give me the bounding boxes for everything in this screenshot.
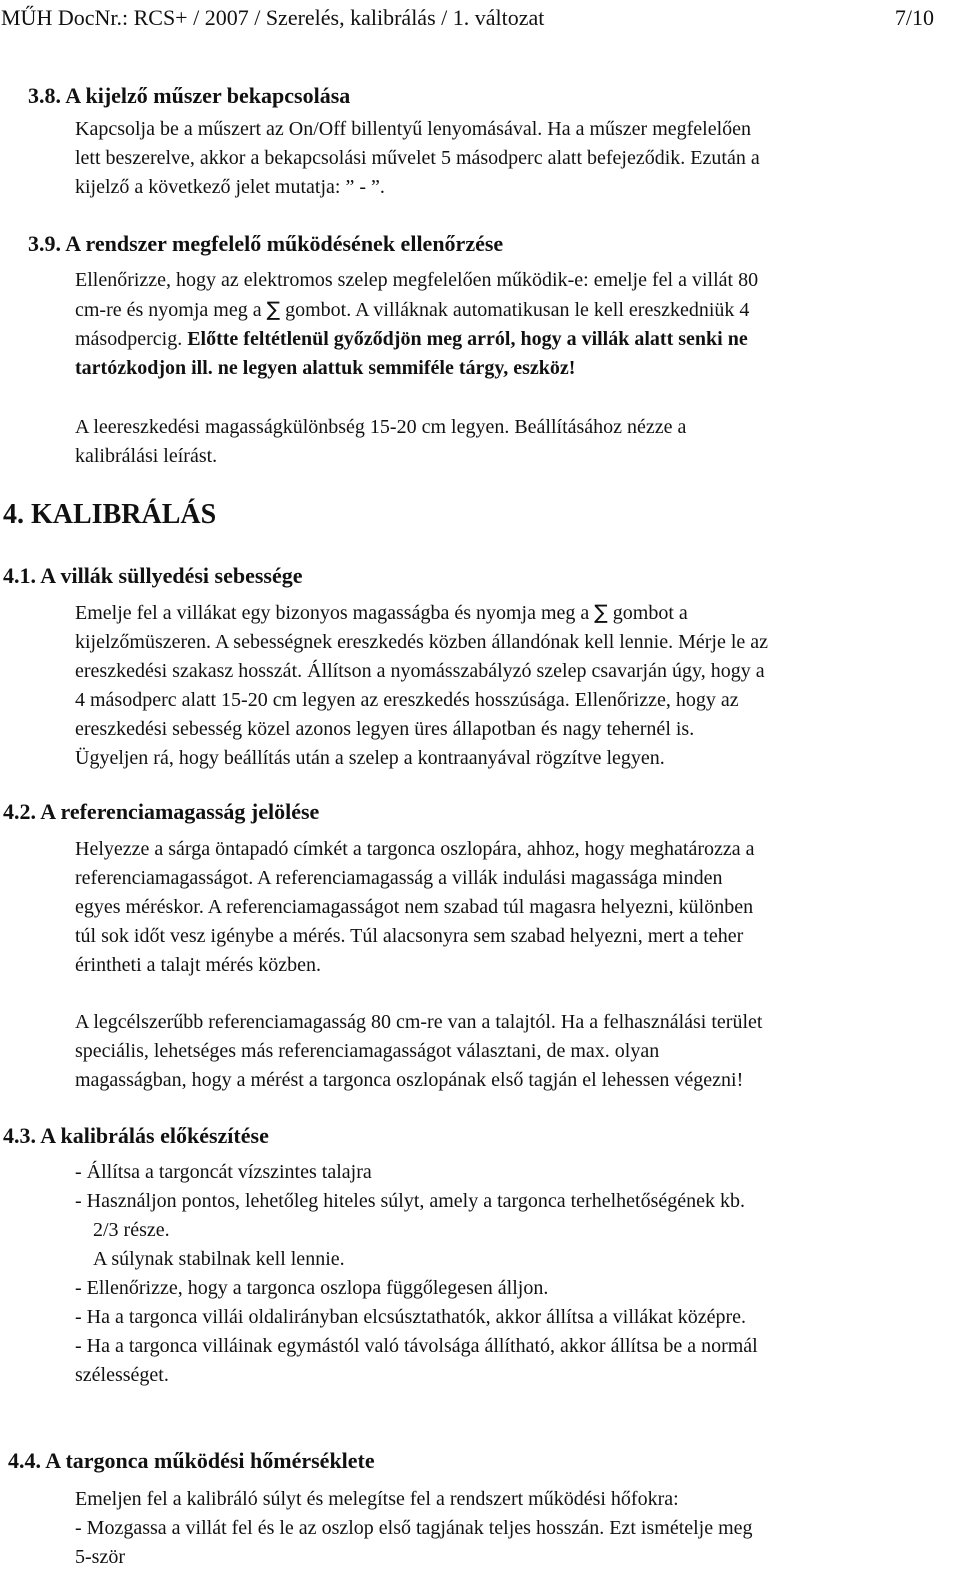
text-line: kijelzőmüszeren. A sebességnek ereszkedés közben állandónak kell lennie. Mérje le az	[75, 631, 769, 653]
page-header-docnr: MŰH DocNr.: RCS+ / 2007 / Szerelés, kalibrálás / 1. változat	[1, 5, 545, 30]
warning-text: Előtte feltétlenül győződjön meg arról, hogy a villák alatt senki ne	[187, 328, 748, 350]
heading-title: A referenciamagasság jelölése	[40, 799, 320, 824]
text-line: egyes méréskor. A referenciamagasságot nem szabad túl magasra helyezni, különben	[75, 896, 754, 918]
text-line: magasságban, hogy a mérést a targonca oszlopának első tagján el lehessen végezni!	[75, 1069, 744, 1091]
heading-number: 4.2.	[3, 799, 36, 824]
heading-3-9	[28, 230, 503, 258]
paragraph-3-9	[75, 266, 758, 383]
paragraph-4-2-a	[75, 835, 755, 980]
list-item: - Ellenőrizze, hogy a targonca oszlopa függőlegesen álljon.	[75, 1277, 549, 1299]
list-item: - Ha a targonca villáinak egymástól való távolsága állítható, akkor állítsa be a normál	[75, 1335, 758, 1357]
heading-number: 4.4.	[8, 1448, 41, 1473]
heading-4-1	[3, 562, 302, 590]
text-line	[75, 598, 768, 628]
text-line: Emeljen fel a kalibráló súlyt és melegítse fel a rendszert működési hőfokra:	[75, 1488, 679, 1510]
text-line	[75, 325, 758, 354]
text-line: referenciamagasságot. A referenciamagasság a villák indulási magassága minden	[75, 867, 723, 889]
text-line: ereszkedési szakasz hosszát. Állítson a nyomásszabályzó szelep csavarján úgy, hogy a	[75, 660, 765, 682]
heading-title: A kijelző műszer bekapcsolása	[65, 83, 351, 108]
heading-title: A villák süllyedési sebessége	[40, 563, 303, 588]
heading-number: 4.1.	[3, 563, 36, 588]
sigma-symbol: ∑	[266, 297, 281, 321]
text-line: kijelző a következő jelet mutatja: ” - ”.	[75, 176, 385, 198]
page-number: 7/10	[894, 5, 934, 30]
text-line: 4 másodperc alatt 15-20 cm legyen az ereszkedés hosszúsága. Ellenőrizze, hogy az	[75, 689, 739, 711]
text-line: lett beszerelve, akkor a bekapcsolási művelet 5 másodperc alatt befejeződik. Ezután a	[75, 147, 760, 169]
warning-text: tartózkodjon ill. ne legyen alattuk semmiféle tárgy, eszköz!	[75, 357, 576, 379]
text-span: Emelje fel a villákat egy bizonyos magasságba és nyomja meg a	[75, 602, 595, 624]
text-line: A legcélszerűbb referenciamagasság 80 cm-re van a talajtól. Ha a felhasználási terület	[75, 1011, 763, 1033]
heading-number: 3.8.	[28, 83, 61, 108]
text-span: gombot. A villáknak automatikusan le kell ereszkedniük 4	[280, 299, 750, 321]
list-item-continuation: 2/3 része.	[93, 1219, 170, 1241]
list-item: - Ha a targonca villái oldalirányban elcsúsztathatók, akkor állítsa a villákat középre.	[75, 1306, 747, 1328]
heading-4: 4. KALIBRÁLÁS	[3, 499, 217, 530]
text-span: cm-re és nyomja meg a	[75, 299, 267, 321]
paragraph-4-4	[75, 1485, 753, 1572]
heading-3-8	[28, 82, 350, 110]
heading-4-3	[3, 1122, 269, 1150]
text-line: érintheti a talajt mérés közben.	[75, 954, 322, 976]
text-line: A leereszkedési magasságkülönbség 15-20 cm legyen. Beállításához nézze a	[75, 416, 687, 438]
text-line: kalibrálási leírást.	[75, 445, 218, 467]
text-line: speciális, lehetséges más referenciamagasságot választani, de max. olyan	[75, 1040, 660, 1062]
text-line: túl sok időt vesz igénybe a mérés. Túl alacsonyra sem szabad helyezni, mert a teher	[75, 925, 744, 947]
heading-number: 4.3.	[3, 1123, 36, 1148]
text-span: másodpercig.	[75, 328, 188, 350]
list-item: - Használjon pontos, lehetőleg hiteles súlyt, amely a targonca terhelhetőségének kb.	[75, 1190, 745, 1212]
heading-number: 3.9.	[28, 231, 61, 256]
text-line: Helyezze a sárga öntapadó címkét a targonca oszlopára, ahhoz, hogy meghatározza a	[75, 838, 755, 860]
heading-title: A targonca működési hőmérséklete	[45, 1448, 375, 1473]
text-span: gombot a	[607, 602, 688, 624]
paragraph-4-2-b	[75, 1008, 762, 1095]
list-item-continuation: szélességet.	[75, 1364, 169, 1386]
text-line: Ügyeljen rá, hogy beállítás után a szelep a kontraanyával rögzítve legyen.	[75, 747, 665, 769]
paragraph-3-8	[75, 115, 760, 202]
heading-4-4	[8, 1447, 375, 1475]
list-item-continuation: 5-ször	[75, 1546, 125, 1568]
paragraph-3-9-note	[75, 413, 686, 471]
text-line	[75, 295, 758, 325]
heading-title: A kalibrálás előkészítése	[40, 1123, 269, 1148]
text-line: Ellenőrizze, hogy az elektromos szelep megfelelően működik-e: emelje fel a villát 80	[75, 269, 759, 291]
list-item-continuation: A súlynak stabilnak kell lennie.	[93, 1248, 345, 1270]
list-4-3	[75, 1158, 758, 1390]
text-line: ereszkedési sebesség közel azonos legyen üres állapotban és nagy tehernél is.	[75, 718, 695, 740]
heading-4-2	[3, 798, 319, 826]
heading-title: A rendszer megfelelő működésének ellenőrzése	[65, 231, 504, 256]
text-line: Kapcsolja be a műszert az On/Off billentyű lenyomásával. Ha a műszer megfelelően	[75, 118, 752, 140]
sigma-symbol: ∑	[594, 600, 608, 624]
list-item: - Mozgassa a villát fel és le az oszlop első tagjának teljes hosszán. Ezt ismételje meg	[75, 1517, 753, 1539]
paragraph-4-1	[75, 598, 768, 773]
list-item: - Állítsa a targoncát vízszintes talajra	[75, 1161, 372, 1183]
